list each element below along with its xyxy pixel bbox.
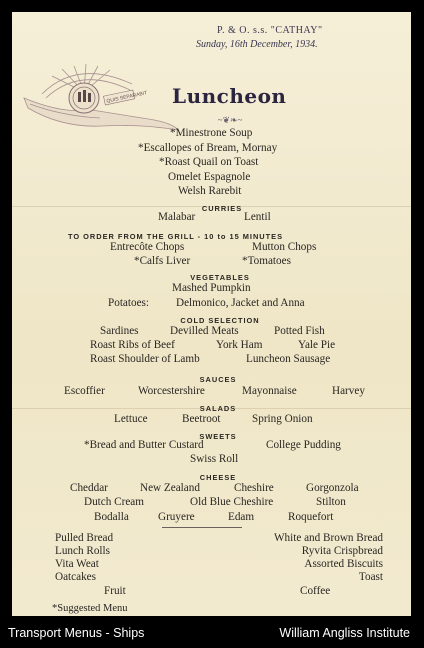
list-item: *Roast Quail on Toast	[159, 156, 259, 168]
list-item: Bodalla	[94, 511, 129, 523]
list-item: Delmonico, Jacket and Anna	[176, 297, 305, 309]
section-heading-curries: CURRIES	[201, 204, 243, 213]
list-item: Sardines	[100, 325, 139, 337]
footnote: *Suggested Menu	[52, 603, 128, 614]
list-item: Fruit	[104, 585, 126, 597]
list-item: Dutch Cream	[84, 496, 144, 508]
list-item: Toast	[358, 571, 383, 583]
list-item: Malabar	[158, 211, 196, 223]
list-item: Swiss Roll	[190, 453, 239, 465]
list-item: Roast Ribs of Beef	[90, 339, 175, 351]
section-heading-cheese: CHEESE	[199, 473, 237, 482]
section-heading-sauces: SAUCES	[199, 375, 237, 384]
list-item: Roquefort	[288, 511, 334, 523]
menu-date: Sunday, 16th December, 1934.	[196, 39, 318, 50]
divider	[162, 527, 242, 528]
list-item: Stilton	[316, 496, 346, 508]
list-item: Gruyere	[158, 511, 195, 523]
list-item: Lentil	[244, 211, 271, 223]
list-item: Escoffier	[64, 385, 105, 397]
list-item: New Zealand	[140, 482, 200, 494]
caption-right: William Angliss Institute	[279, 626, 410, 640]
list-item: Spring Onion	[252, 413, 313, 425]
list-item: Beetroot	[182, 413, 221, 425]
list-item: Ryvita Crispbread	[301, 545, 383, 557]
list-item: Mashed Pumpkin	[172, 282, 251, 294]
list-item: Omelet Espagnole	[168, 171, 251, 183]
list-item: Coffee	[300, 585, 331, 597]
section-heading-cold: COLD SELECTION	[180, 316, 260, 325]
list-item: College Pudding	[266, 439, 341, 451]
list-item: York Ham	[216, 339, 263, 351]
section-heading-grill: TO ORDER FROM THE GRILL - 10 to 15 MINUTES	[68, 232, 284, 241]
list-item: Cheddar	[70, 482, 108, 494]
po-crest-logo-icon	[22, 64, 182, 134]
list-item: Devilled Meats	[170, 325, 239, 337]
list-item: Vita Weat	[55, 558, 99, 570]
list-item: Worcestershire	[138, 385, 205, 397]
list-item: Mutton Chops	[252, 241, 317, 253]
list-item: Old Blue Cheshire	[190, 496, 274, 508]
crest-motto: QUIS SEPARABIT	[106, 90, 148, 105]
menu-card	[12, 12, 411, 616]
list-item: Lettuce	[114, 413, 148, 425]
section-heading-sweets: SWEETS	[199, 432, 237, 441]
list-item: Potatoes:	[108, 297, 150, 309]
list-item: *Tomatoes	[242, 255, 291, 267]
list-item: Potted Fish	[274, 325, 325, 337]
caption-left: Transport Menus - Ships	[8, 626, 145, 640]
list-item: Oatcakes	[55, 571, 96, 583]
list-item: Welsh Rarebit	[178, 185, 242, 197]
ship-name: P. & O. s.s. "CATHAY"	[217, 25, 323, 36]
list-item: *Escallopes of Bream, Mornay	[138, 142, 278, 154]
list-item: *Calfs Liver	[134, 255, 191, 267]
section-heading-salads: SALADS	[199, 404, 237, 413]
list-item: Entrecôte Chops	[110, 241, 185, 253]
list-item: Harvey	[332, 385, 365, 397]
list-item: Roast Shoulder of Lamb	[90, 353, 200, 365]
list-item: Assorted Biscuits	[304, 558, 383, 570]
list-item: White and Brown Bread	[273, 532, 383, 544]
list-item: Lunch Rolls	[55, 545, 111, 557]
list-item: Luncheon Sausage	[246, 353, 331, 365]
list-item: Mayonnaise	[242, 385, 297, 397]
list-item: Edam	[228, 511, 255, 523]
list-item: *Minestrone Soup	[170, 127, 253, 139]
list-item: Yale Pie	[298, 339, 336, 351]
list-item: *Bread and Butter Custard	[84, 439, 204, 451]
list-item: Gorgonzola	[306, 482, 359, 494]
page-title: Luncheon	[172, 84, 287, 108]
list-item: Cheshire	[234, 482, 274, 494]
section-heading-vegetables: VEGETABLES	[190, 273, 250, 282]
list-item: Pulled Bread	[55, 532, 114, 544]
title-ornament: ~❦❧~	[217, 115, 243, 125]
